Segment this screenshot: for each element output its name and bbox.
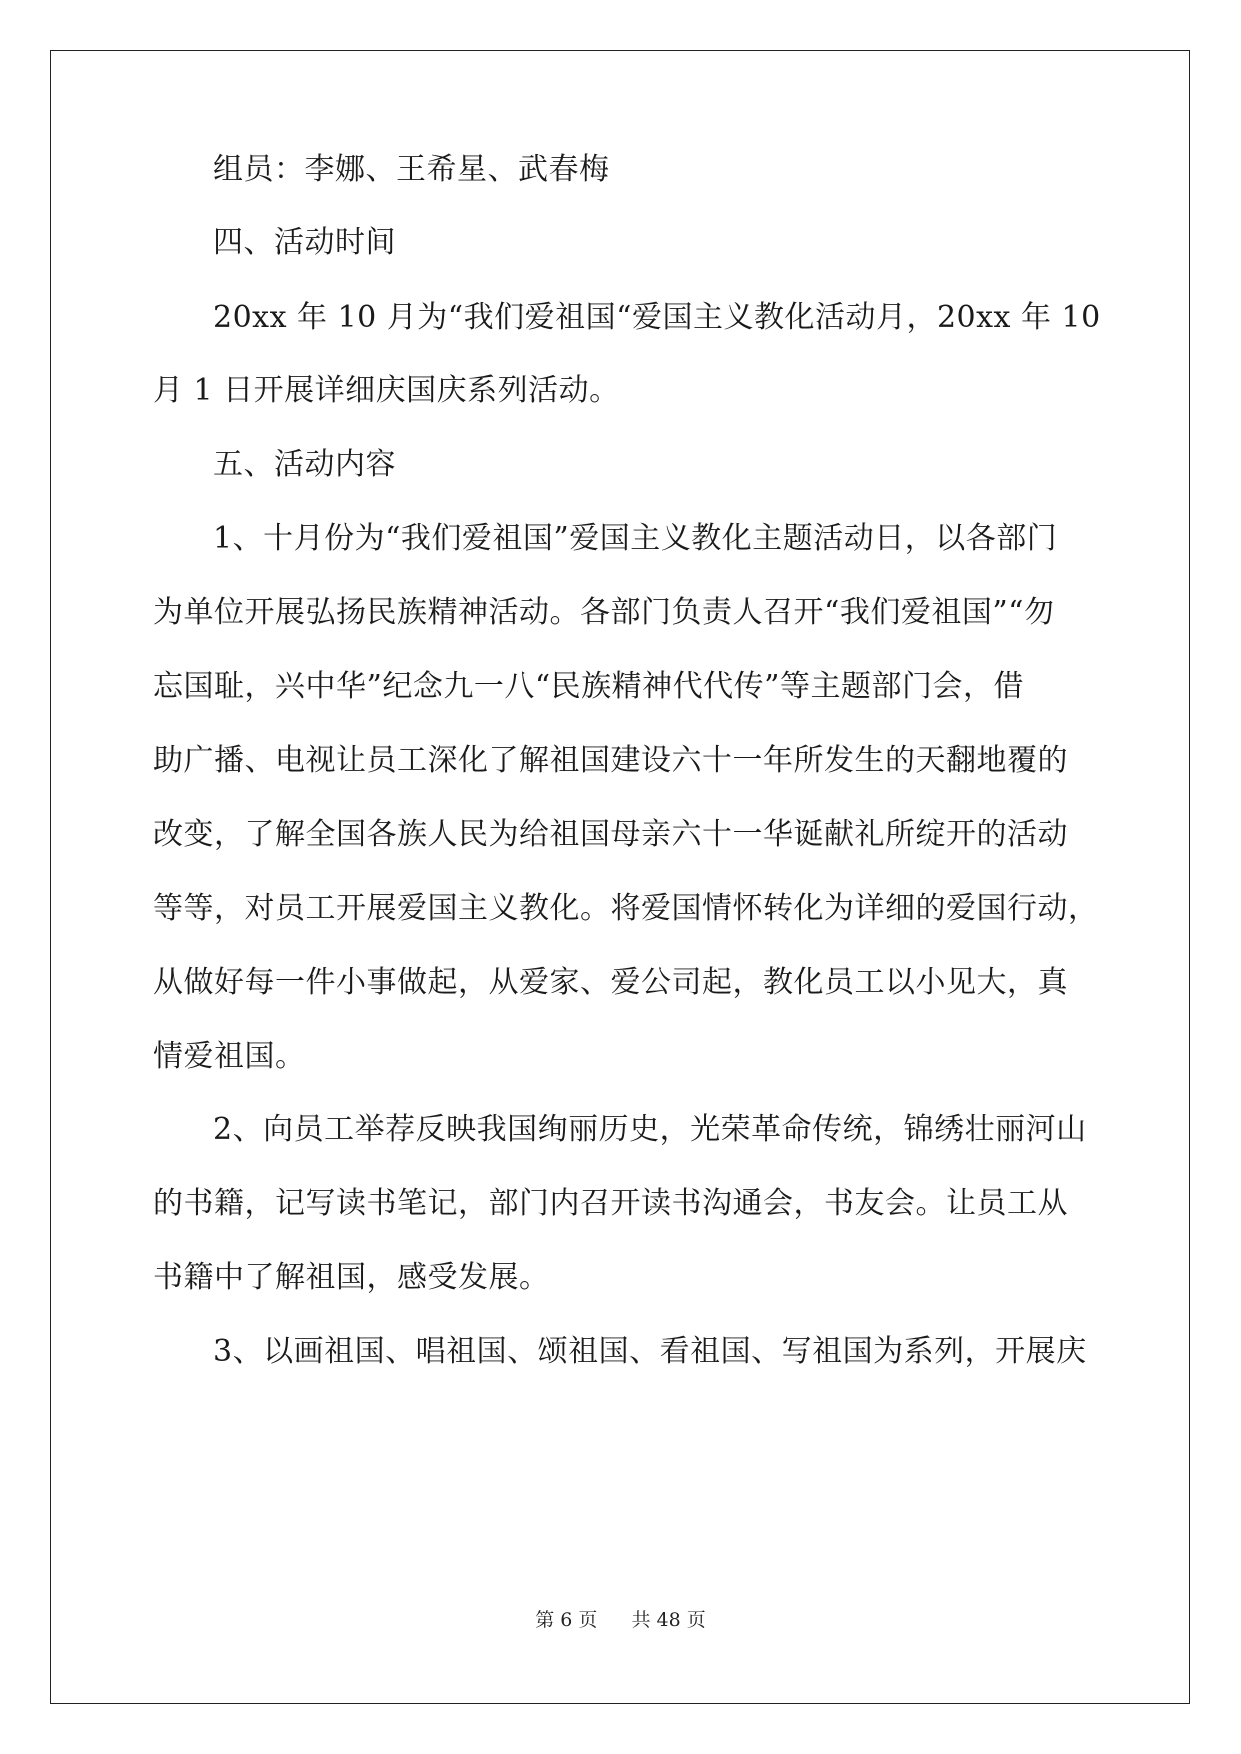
members-line: 组员：李娜、王希星、武春梅 [213, 152, 610, 187]
page-footer [0, 1608, 1241, 1632]
paragraph-line: 改变，了解全国各族人民为给祖国母亲六十一华诞献礼所绽开的活动 [153, 817, 1068, 852]
paragraph-line: 情爱祖国。 [153, 1039, 306, 1074]
paragraph-line: 20xx 年 10 月为“我们爱祖国“爱国主义教化活动月，20xx 年 10 [213, 300, 1101, 335]
page-number: 第 6 页 [535, 1609, 598, 1631]
section-heading-time: 四、活动时间 [213, 225, 396, 260]
paragraph-line: 助广播、电视让员工深化了解祖国建设六十一年所发生的天翻地覆的 [153, 743, 1068, 778]
paragraph-line: 3、以画祖国、唱祖国、颂祖国、看祖国、写祖国为系列，开展庆 [213, 1334, 1087, 1369]
page-total: 共 48 页 [631, 1609, 706, 1631]
paragraph-line: 书籍中了解祖国，感受发展。 [153, 1260, 550, 1295]
paragraph-line: 为单位开展弘扬民族精神活动。各部门负责人召开“我们爱祖国”“勿 [153, 595, 1055, 630]
paragraph-line: 从做好每一件小事做起，从爱家、爱公司起，教化员工以小见大，真 [153, 965, 1068, 1000]
paragraph-line: 忘国耻，兴中华”纪念九一八“民族精神代代传”等主题部门会，借 [153, 669, 1025, 704]
paragraph-line: 1、十月份为“我们爱祖国”爱国主义教化主题活动日，以各部门 [213, 521, 1058, 556]
paragraph-line: 2、向员工举荐反映我国绚丽历史，光荣革命传统，锦绣壮丽河山 [213, 1112, 1087, 1147]
paragraph-line: 的书籍，记写读书笔记，部门内召开读书沟通会，书友会。让员工从 [153, 1186, 1068, 1221]
paragraph-line: 等等，对员工开展爱国主义教化。将爱国情怀转化为详细的爱国行动， [153, 891, 1099, 926]
section-heading-content: 五、活动内容 [213, 447, 396, 482]
paragraph-line: 月 1 日开展详细庆国庆系列活动。 [153, 373, 620, 408]
